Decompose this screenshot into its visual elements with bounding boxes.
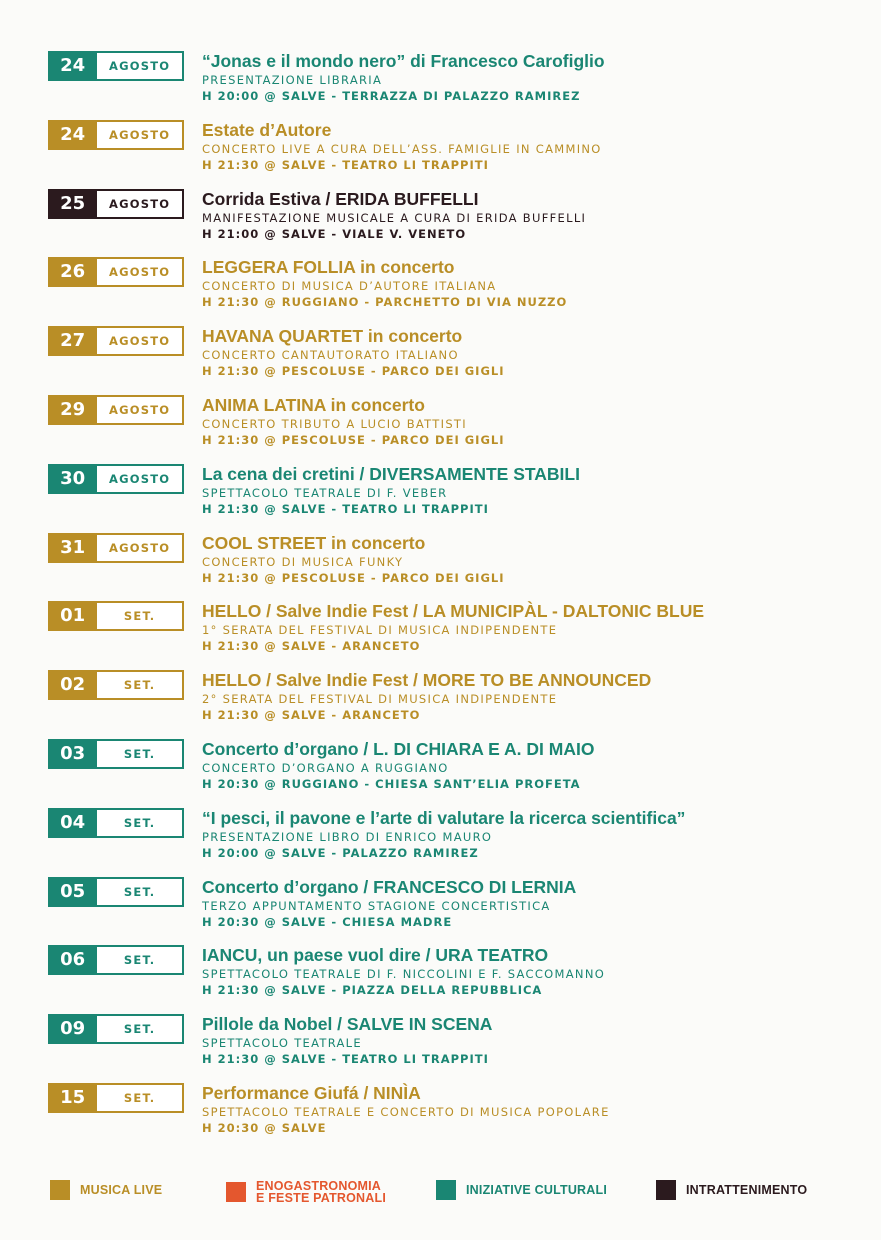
event-day: 15 xyxy=(48,1083,97,1113)
event-subtitle: CONCERTO TRIBUTO A LUCIO BATTISTI xyxy=(202,416,467,431)
legend-label: ENOGASTRONOMIA E FESTE PATRONALI xyxy=(256,1179,387,1205)
date-badge xyxy=(48,189,184,219)
legend-item-iniziative-culturali xyxy=(436,1180,607,1200)
event-title: Pillole da Nobel / SALVE IN SCENA xyxy=(202,1014,493,1035)
event-item xyxy=(48,876,868,945)
event-month: SET. xyxy=(97,739,184,769)
event-item xyxy=(48,463,868,532)
event-item xyxy=(48,50,868,119)
event-title: ANIMA LATINA in concerto xyxy=(202,394,425,415)
event-day: 09 xyxy=(48,1014,97,1044)
legend-item-intrattenimento xyxy=(656,1180,807,1200)
event-item xyxy=(48,188,868,257)
event-text xyxy=(202,669,881,723)
event-month: AGOSTO xyxy=(97,189,184,219)
event-day: 03 xyxy=(48,739,97,769)
event-item xyxy=(48,669,868,738)
event-text xyxy=(202,600,881,654)
event-text xyxy=(202,119,881,173)
event-subtitle: SPETTACOLO TEATRALE E CONCERTO DI MUSICA POPOLARE xyxy=(202,1104,610,1119)
event-time-location: H 21:30 @ SALVE - ARANCETO xyxy=(202,708,421,723)
event-time-location: H 21:30 @ SALVE - PIAZZA DELLA REPUBBLICA xyxy=(202,983,543,998)
event-month: AGOSTO xyxy=(97,120,184,150)
event-title: “Jonas e il mondo nero” di Francesco Carofiglio xyxy=(202,51,605,71)
event-time-location: H 20:30 @ SALVE - CHIESA MADRE xyxy=(202,914,453,929)
event-day: 29 xyxy=(48,395,97,425)
event-time-location: H 20:00 @ SALVE - TERRAZZA DI PALAZZO RAMIREZ xyxy=(202,89,581,103)
date-badge xyxy=(48,257,184,287)
event-text xyxy=(202,256,881,310)
event-title: La cena dei cretini / DIVERSAMENTE STABILI xyxy=(202,463,580,484)
event-title: Estate d’Autore xyxy=(202,119,332,140)
event-subtitle: MANIFESTAZIONE MUSICALE A CURA DI ERIDA BUFFELLI xyxy=(202,210,587,225)
event-title: Performance Giufá / NINÌA xyxy=(202,1082,421,1103)
legend-swatch xyxy=(226,1182,246,1202)
event-time-location: H 20:30 @ RUGGIANO - CHIESA SANT’ELIA PROFETA xyxy=(202,776,581,791)
date-badge xyxy=(48,601,184,631)
date-badge xyxy=(48,395,184,425)
legend-label: MUSICA LIVE xyxy=(80,1183,163,1197)
event-text xyxy=(202,944,881,998)
event-subtitle: SPETTACOLO TEATRALE DI F. NICCOLINI E F. SACCOMANNO xyxy=(202,967,606,982)
event-subtitle: CONCERTO CANTAUTORATO ITALIANO xyxy=(202,348,459,363)
event-month: AGOSTO xyxy=(97,395,184,425)
event-day: 26 xyxy=(48,257,97,287)
event-title: HAVANA QUARTET in concerto xyxy=(202,326,463,347)
event-subtitle: PRESENTAZIONE LIBRARIA xyxy=(202,73,383,87)
event-title: Concerto d’organo / L. DI CHIARA E A. DI MAIO xyxy=(202,738,595,759)
date-badge xyxy=(48,808,184,838)
event-text xyxy=(202,738,881,792)
event-title: LEGGERA FOLLIA in concerto xyxy=(202,257,455,278)
event-subtitle: 2° SERATA DEL FESTIVAL DI MUSICA INDIPENDENTE xyxy=(202,692,558,707)
event-title: Concerto d’organo / FRANCESCO DI LERNIA xyxy=(202,876,577,897)
date-badge xyxy=(48,120,184,150)
event-day: 05 xyxy=(48,877,97,907)
event-time-location: H 21:30 @ SALVE - TEATRO LI TRAPPITI xyxy=(202,157,489,172)
event-month: SET. xyxy=(97,945,184,975)
event-time-location: H 21:30 @ PESCOLUSE - PARCO DEI GIGLI xyxy=(202,570,505,585)
event-month: AGOSTO xyxy=(97,257,184,287)
event-subtitle: 1° SERATA DEL FESTIVAL DI MUSICA INDIPENDENTE xyxy=(202,623,558,638)
event-day: 30 xyxy=(48,464,97,494)
event-item xyxy=(48,256,868,325)
date-badge xyxy=(48,1083,184,1113)
event-subtitle: CONCERTO DI MUSICA FUNKY xyxy=(202,554,404,569)
event-subtitle: SPETTACOLO TEATRALE DI F. VEBER xyxy=(202,485,448,500)
event-month: SET. xyxy=(97,601,184,631)
event-text xyxy=(202,394,881,448)
event-day: 04 xyxy=(48,808,97,838)
date-badge xyxy=(48,739,184,769)
event-month: SET. xyxy=(97,1083,184,1113)
event-subtitle: TERZO APPUNTAMENTO STAGIONE CONCERTISTICA xyxy=(202,898,551,913)
legend-label: INIZIATIVE CULTURALI xyxy=(466,1183,608,1197)
event-day: 27 xyxy=(48,326,97,356)
event-subtitle: SPETTACOLO TEATRALE xyxy=(202,1036,362,1051)
event-text xyxy=(202,1082,881,1136)
event-text xyxy=(202,532,881,586)
event-day: 01 xyxy=(48,601,97,631)
legend-item-enogastronomia xyxy=(226,1180,386,1204)
event-month: SET. xyxy=(97,1014,184,1044)
date-badge xyxy=(48,533,184,563)
event-month: SET. xyxy=(97,808,184,838)
event-month: AGOSTO xyxy=(97,464,184,494)
event-item xyxy=(48,532,868,601)
event-text xyxy=(202,876,881,930)
event-list xyxy=(48,50,868,1151)
event-month: SET. xyxy=(97,877,184,907)
event-day: 06 xyxy=(48,945,97,975)
event-subtitle: CONCERTO LIVE A CURA DELL’ASS. FAMIGLIE IN CAMMINO xyxy=(202,141,602,156)
event-day: 24 xyxy=(48,120,97,150)
event-day: 02 xyxy=(48,670,97,700)
date-badge xyxy=(48,877,184,907)
category-legend xyxy=(50,1179,850,1205)
legend-item-musica-live xyxy=(50,1180,162,1200)
event-time-location: H 21:00 @ SALVE - VIALE V. VENETO xyxy=(202,226,467,241)
event-time-location: H 21:30 @ PESCOLUSE - PARCO DEI GIGLI xyxy=(202,432,505,447)
event-day: 24 xyxy=(48,51,97,81)
event-item xyxy=(48,807,868,876)
event-subtitle: CONCERTO DI MUSICA D’AUTORE ITALIANA xyxy=(202,279,497,294)
event-month: AGOSTO xyxy=(97,326,184,356)
event-item xyxy=(48,119,868,188)
legend-label: INTRATTENIMENTO xyxy=(686,1183,808,1197)
event-text xyxy=(202,1013,881,1067)
event-time-location: H 20:00 @ SALVE - PALAZZO RAMIREZ xyxy=(202,845,479,860)
event-title: COOL STREET in concerto xyxy=(202,532,426,553)
event-text xyxy=(202,188,881,242)
event-item xyxy=(48,325,868,394)
event-item xyxy=(48,738,868,807)
event-day: 31 xyxy=(48,533,97,563)
event-subtitle: CONCERTO D’ORGANO A RUGGIANO xyxy=(202,760,449,775)
legend-swatch xyxy=(656,1180,676,1200)
date-badge xyxy=(48,670,184,700)
event-item xyxy=(48,394,868,463)
event-item xyxy=(48,600,868,669)
event-item xyxy=(48,1082,868,1151)
event-title: HELLO / Salve Indie Fest / MORE TO BE ANNOUNCED xyxy=(202,670,652,691)
event-text xyxy=(202,325,881,379)
event-text xyxy=(202,463,881,517)
event-title: “I pesci, il pavone e l’arte di valutare la ricerca scientifica” xyxy=(202,807,686,828)
event-text xyxy=(202,807,881,861)
event-item xyxy=(48,1013,868,1082)
date-badge xyxy=(48,945,184,975)
event-text xyxy=(202,50,881,104)
date-badge xyxy=(48,326,184,356)
event-title: Corrida Estiva / ERIDA BUFFELLI xyxy=(202,188,479,209)
event-time-location: H 20:30 @ SALVE xyxy=(202,1120,327,1135)
event-time-location: H 21:30 @ SALVE - TEATRO LI TRAPPITI xyxy=(202,501,489,516)
date-badge xyxy=(48,464,184,494)
event-month: AGOSTO xyxy=(97,533,184,563)
legend-swatch xyxy=(436,1180,456,1200)
event-day: 25 xyxy=(48,189,97,219)
event-time-location: H 21:30 @ RUGGIANO - PARCHETTO DI VIA NUZZO xyxy=(202,295,568,310)
event-time-location: H 21:30 @ SALVE - TEATRO LI TRAPPITI xyxy=(202,1052,489,1067)
event-time-location: H 21:30 @ SALVE - ARANCETO xyxy=(202,639,421,654)
event-month: SET. xyxy=(97,670,184,700)
event-subtitle: PRESENTAZIONE LIBRO DI ENRICO MAURO xyxy=(202,829,493,844)
date-badge xyxy=(48,51,184,81)
event-item xyxy=(48,944,868,1013)
event-title: IANCU, un paese vuol dire / URA TEATRO xyxy=(202,945,549,966)
event-month: AGOSTO xyxy=(97,51,184,81)
legend-swatch xyxy=(50,1180,70,1200)
event-title: HELLO / Salve Indie Fest / LA MUNICIPÀL - DALTONIC BLUE xyxy=(202,601,705,622)
date-badge xyxy=(48,1014,184,1044)
event-time-location: H 21:30 @ PESCOLUSE - PARCO DEI GIGLI xyxy=(202,364,505,379)
